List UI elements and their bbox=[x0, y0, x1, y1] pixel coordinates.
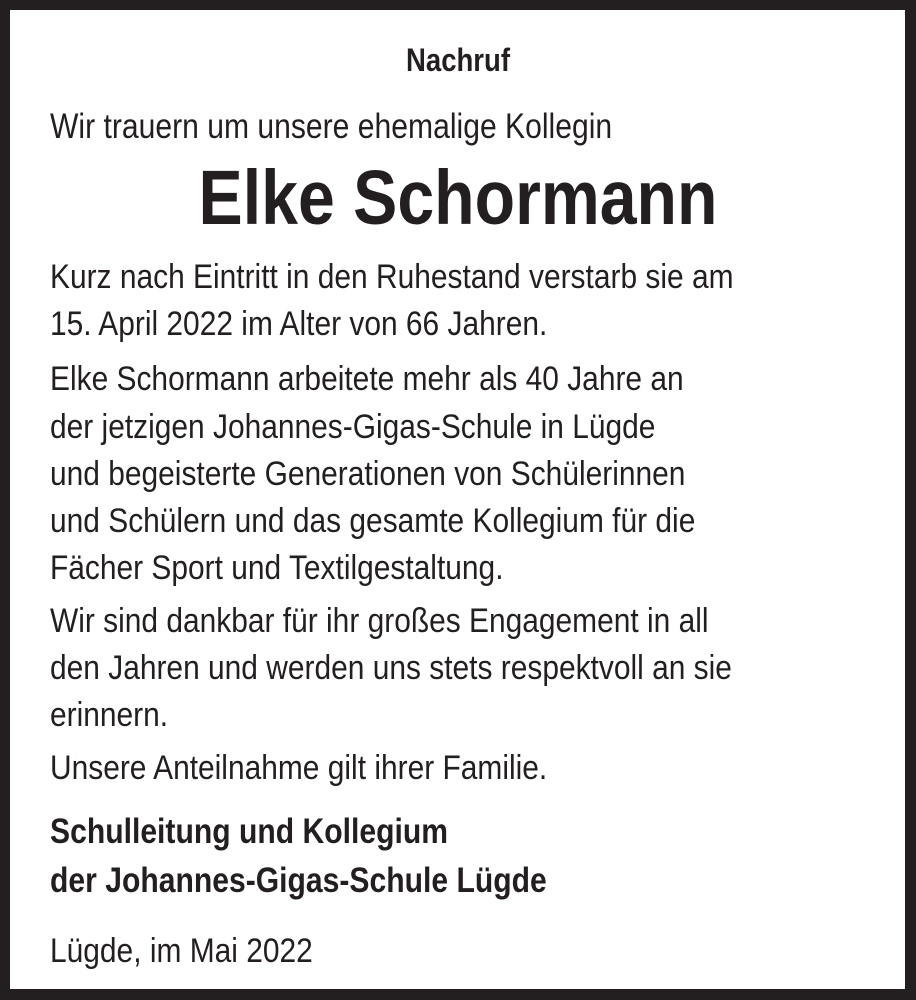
signature-line: Schulleitung und Kollegium bbox=[50, 812, 448, 851]
paragraph-line: erinnern. bbox=[50, 696, 169, 734]
paragraph-line: den Jahren und werden uns stets respektvoll an sie bbox=[50, 649, 732, 687]
intro-line: Wir trauern um unsere ehemalige Kollegin bbox=[50, 107, 613, 146]
paragraph-line: Kurz nach Eintritt in den Ruhestand verstarb sie am bbox=[50, 258, 734, 296]
paragraph-line: 15. April 2022 im Alter von 66 Jahren. bbox=[50, 305, 548, 343]
paragraph-line: und begeisterte Generationen von Schülerinnen bbox=[50, 455, 686, 493]
paragraph-line: Fächer Sport und Textilgestaltung. bbox=[50, 549, 504, 587]
signature-line: der Johannes-Gigas-Schule Lügde bbox=[50, 861, 547, 900]
deceased-name: Elke Schormann bbox=[198, 155, 718, 241]
paragraph-line: Wir sind dankbar für ihr großes Engagement in all bbox=[50, 602, 709, 640]
paragraph-line: Elke Schormann arbeitete mehr als 40 Jahre an bbox=[50, 360, 684, 398]
place-and-date: Lügde, im Mai 2022 bbox=[50, 932, 313, 970]
paragraph-line: und Schülern und das gesamte Kollegium für die bbox=[50, 502, 696, 540]
obituary-heading: Nachruf bbox=[406, 42, 510, 78]
paragraph-line: Unsere Anteilnahme gilt ihrer Familie. bbox=[50, 749, 548, 787]
paragraph-line: der jetzigen Johannes-Gigas-Schule in Lügde bbox=[50, 408, 656, 446]
